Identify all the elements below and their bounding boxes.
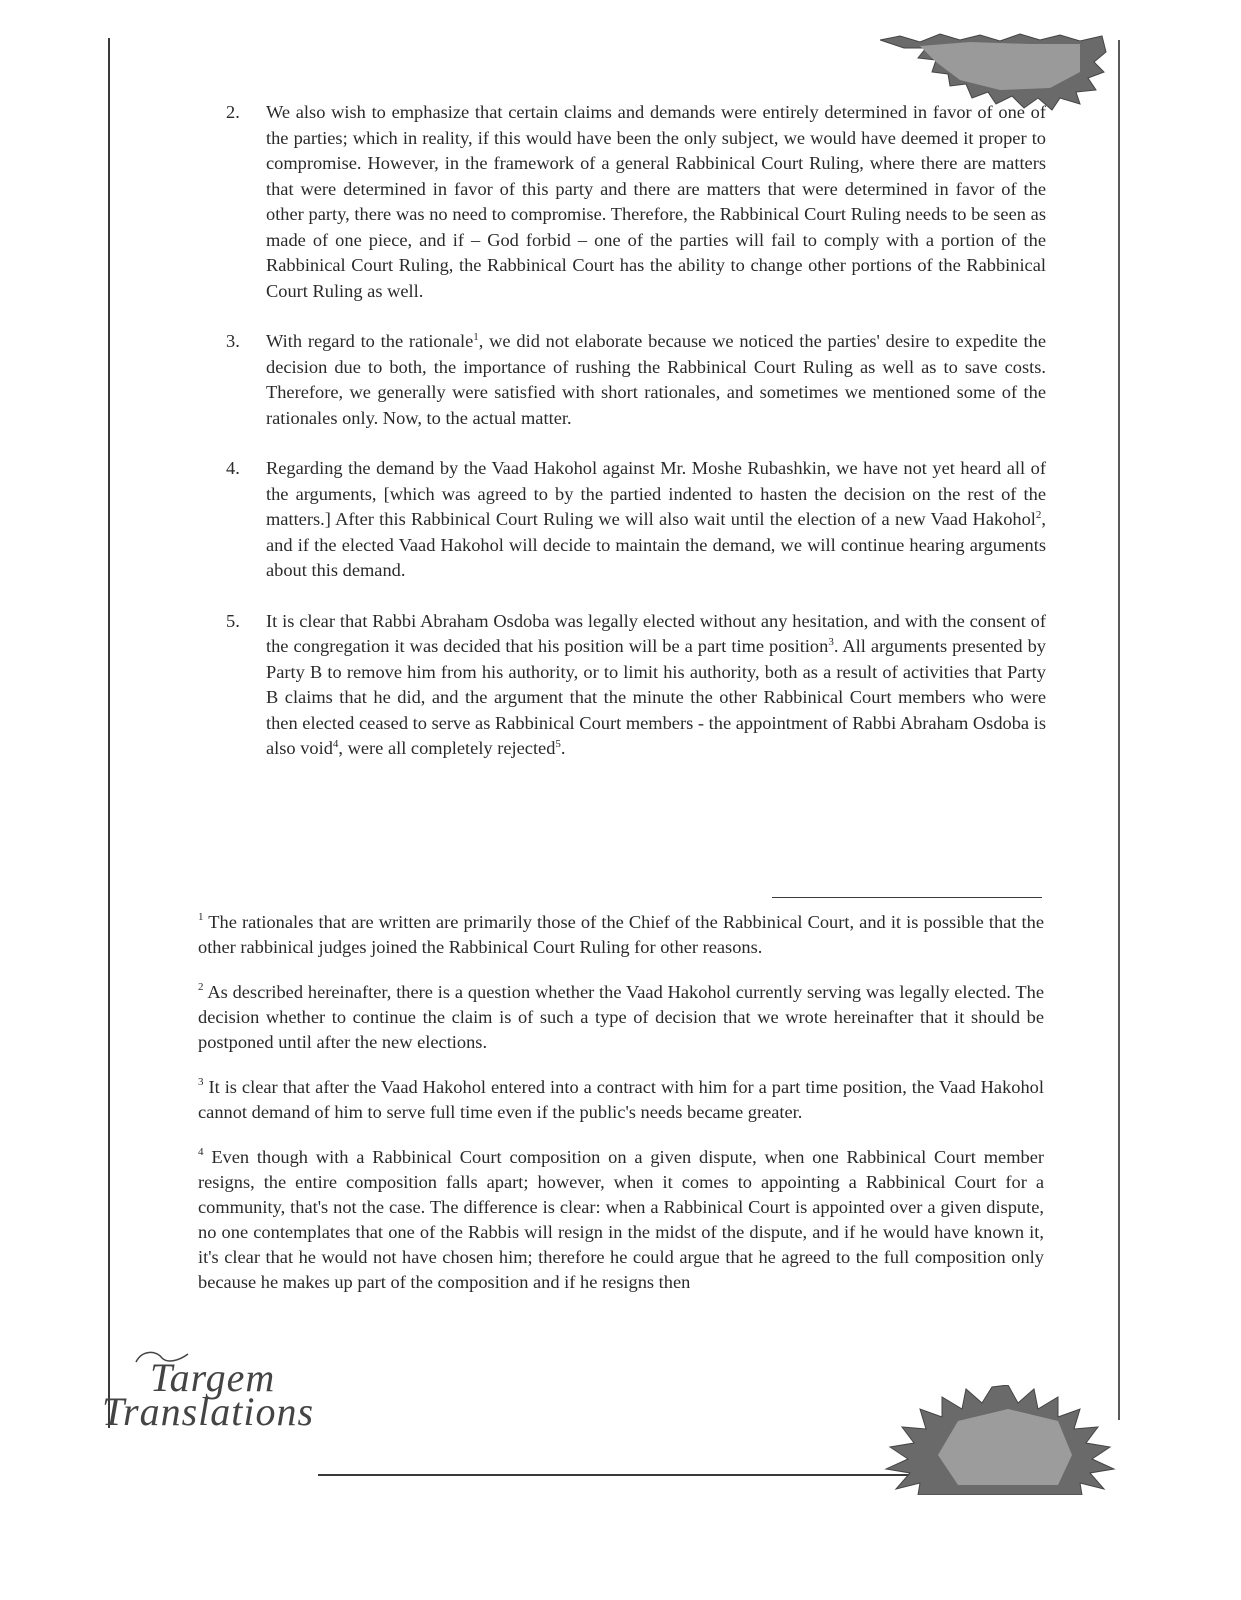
item-text: With regard to the rationale xyxy=(266,331,474,351)
item-number: 3. xyxy=(226,331,240,351)
item-text: , and if the elected Vaad Hakohol will decide to maintain the demand, we will continue hearing arguments about this demand. xyxy=(266,509,1046,580)
item-text: , were all completely rejected xyxy=(338,738,556,758)
item-text: Regarding the demand by the Vaad Hakohol against Mr. Moshe Rubashkin, we have not yet heard all of the arguments, [which was agreed to by the partied indented to hasten the decision on the rest of the matters.] After this Rabbinical Court Ruling we will also wait until the election of a new Vaad Hakohol xyxy=(266,458,1046,529)
footnote xyxy=(198,1075,1044,1125)
footnote-ref: 1 xyxy=(473,331,479,343)
footnote-text: The rationales that are written are primarily those of the Chief of the Rabbinical Court, and it is possible that the other rabbinical judges joined the Rabbinical Court Ruling for other reasons. xyxy=(198,912,1045,957)
footnote-text: Even though with a Rabbinical Court composition on a given dispute, when one Rabbinical Court member resigns, the entire composition falls apart; however, when it comes to appointing a Rabbinical Court for a community, that's not the case. The difference is clear: when a Rabbinical Court is appointed over a given dispute, no one contemplates that one of the Rabbis will resign in the midst of the dispute, and if he would have known it, it's clear that he would not have chosen him; therefore he could argue that he agreed to the full composition only because he makes up part of the composition and if he resigns then xyxy=(198,1147,1044,1292)
item-text: We also wish to emphasize that certain claims and demands were entirely determined in favor of one of the parties; which in reality, if this would have been the only subject, we would have deemed it proper to compromise. However, in the framework of a general Rabbinical Court Ruling, where there are matters that were determined in favor of this party and there are matters that were determined in favor of the other party, there was no need to compromise. Therefore, the Rabbinical Court Ruling needs to be seen as made of one piece, and if – God forbid – one of the parties will fail to comply with a portion of the Rabbinical Court Ruling, the Rabbinical Court has the ability to change other portions of the Rabbinical Court Ruling as well. xyxy=(266,102,1046,301)
item-text: , we did not elaborate because we noticed the parties' desire to expedite the decision due to both, the importance of rushing the Rabbinical Court Ruling as well as to save costs. Therefore, we generally were satisfied with short rationales, and sometimes we mentioned some of the rationales only. Now, to the actual matter. xyxy=(266,331,1046,428)
footnote-mark: 3 xyxy=(198,1076,204,1088)
item-text: . xyxy=(560,738,566,758)
item-number: 2. xyxy=(226,102,240,122)
list-item xyxy=(226,329,1046,431)
list-item xyxy=(226,456,1046,584)
footnote-text: It is clear that after the Vaad Hakohol entered into a contract with him for a part time position, the Vaad Hakohol cannot demand of him to serve full time even if the public's needs became greater. xyxy=(198,1077,1044,1122)
targem-translations-logo xyxy=(98,1348,313,1448)
item-number: 4. xyxy=(226,458,240,478)
page-border-right xyxy=(1118,40,1120,1420)
ruling-items xyxy=(226,100,1046,787)
item-text: It is clear that Rabbi Abraham Osdoba was legally elected without any hesitation, and with the consent of the congregation it was decided that his position will be a part time position xyxy=(266,610,1046,656)
footnote-ref: 3 xyxy=(828,636,834,648)
item-text: . All arguments presented by Party B to remove him from his authority, or to limit his authority, both as a result of activities that Party B claims that he did, and the argument that the minute the other Rabbinical Court members who were then elected ceased to serve as Rabbinical Court members - the appointment of Rabbi Abraham Osdoba is also void xyxy=(266,636,1046,758)
footnotes xyxy=(198,910,1044,1315)
footnote-ref: 5 xyxy=(555,738,561,750)
page-border-bottom xyxy=(318,1474,928,1476)
footnote xyxy=(198,1145,1044,1295)
footnote xyxy=(198,910,1044,960)
page-border-left xyxy=(108,38,110,1428)
notary-seal-bottom xyxy=(858,1385,1148,1495)
footnote-mark: 1 xyxy=(198,911,204,923)
footnote-mark: 4 xyxy=(198,1146,204,1158)
footnote-ref: 2 xyxy=(1035,509,1042,521)
footnote-ref: 4 xyxy=(332,738,339,750)
footnote xyxy=(198,980,1044,1055)
item-number: 5. xyxy=(226,610,240,631)
logo-line-2: Translations xyxy=(102,1389,315,1434)
logo-line-1: Targem xyxy=(150,1355,276,1400)
footnote-separator xyxy=(772,897,1042,898)
footnote-mark: 2 xyxy=(198,981,204,993)
list-item xyxy=(226,100,1046,304)
footnote-text: As described hereinafter, there is a question whether the Vaad Hakohol currently serving was legally elected. The decision whether to continue the claim is of such a type of decision that we wrote hereinafter that it should be postponed until after the new elections. xyxy=(198,982,1044,1052)
list-item xyxy=(226,609,1046,762)
